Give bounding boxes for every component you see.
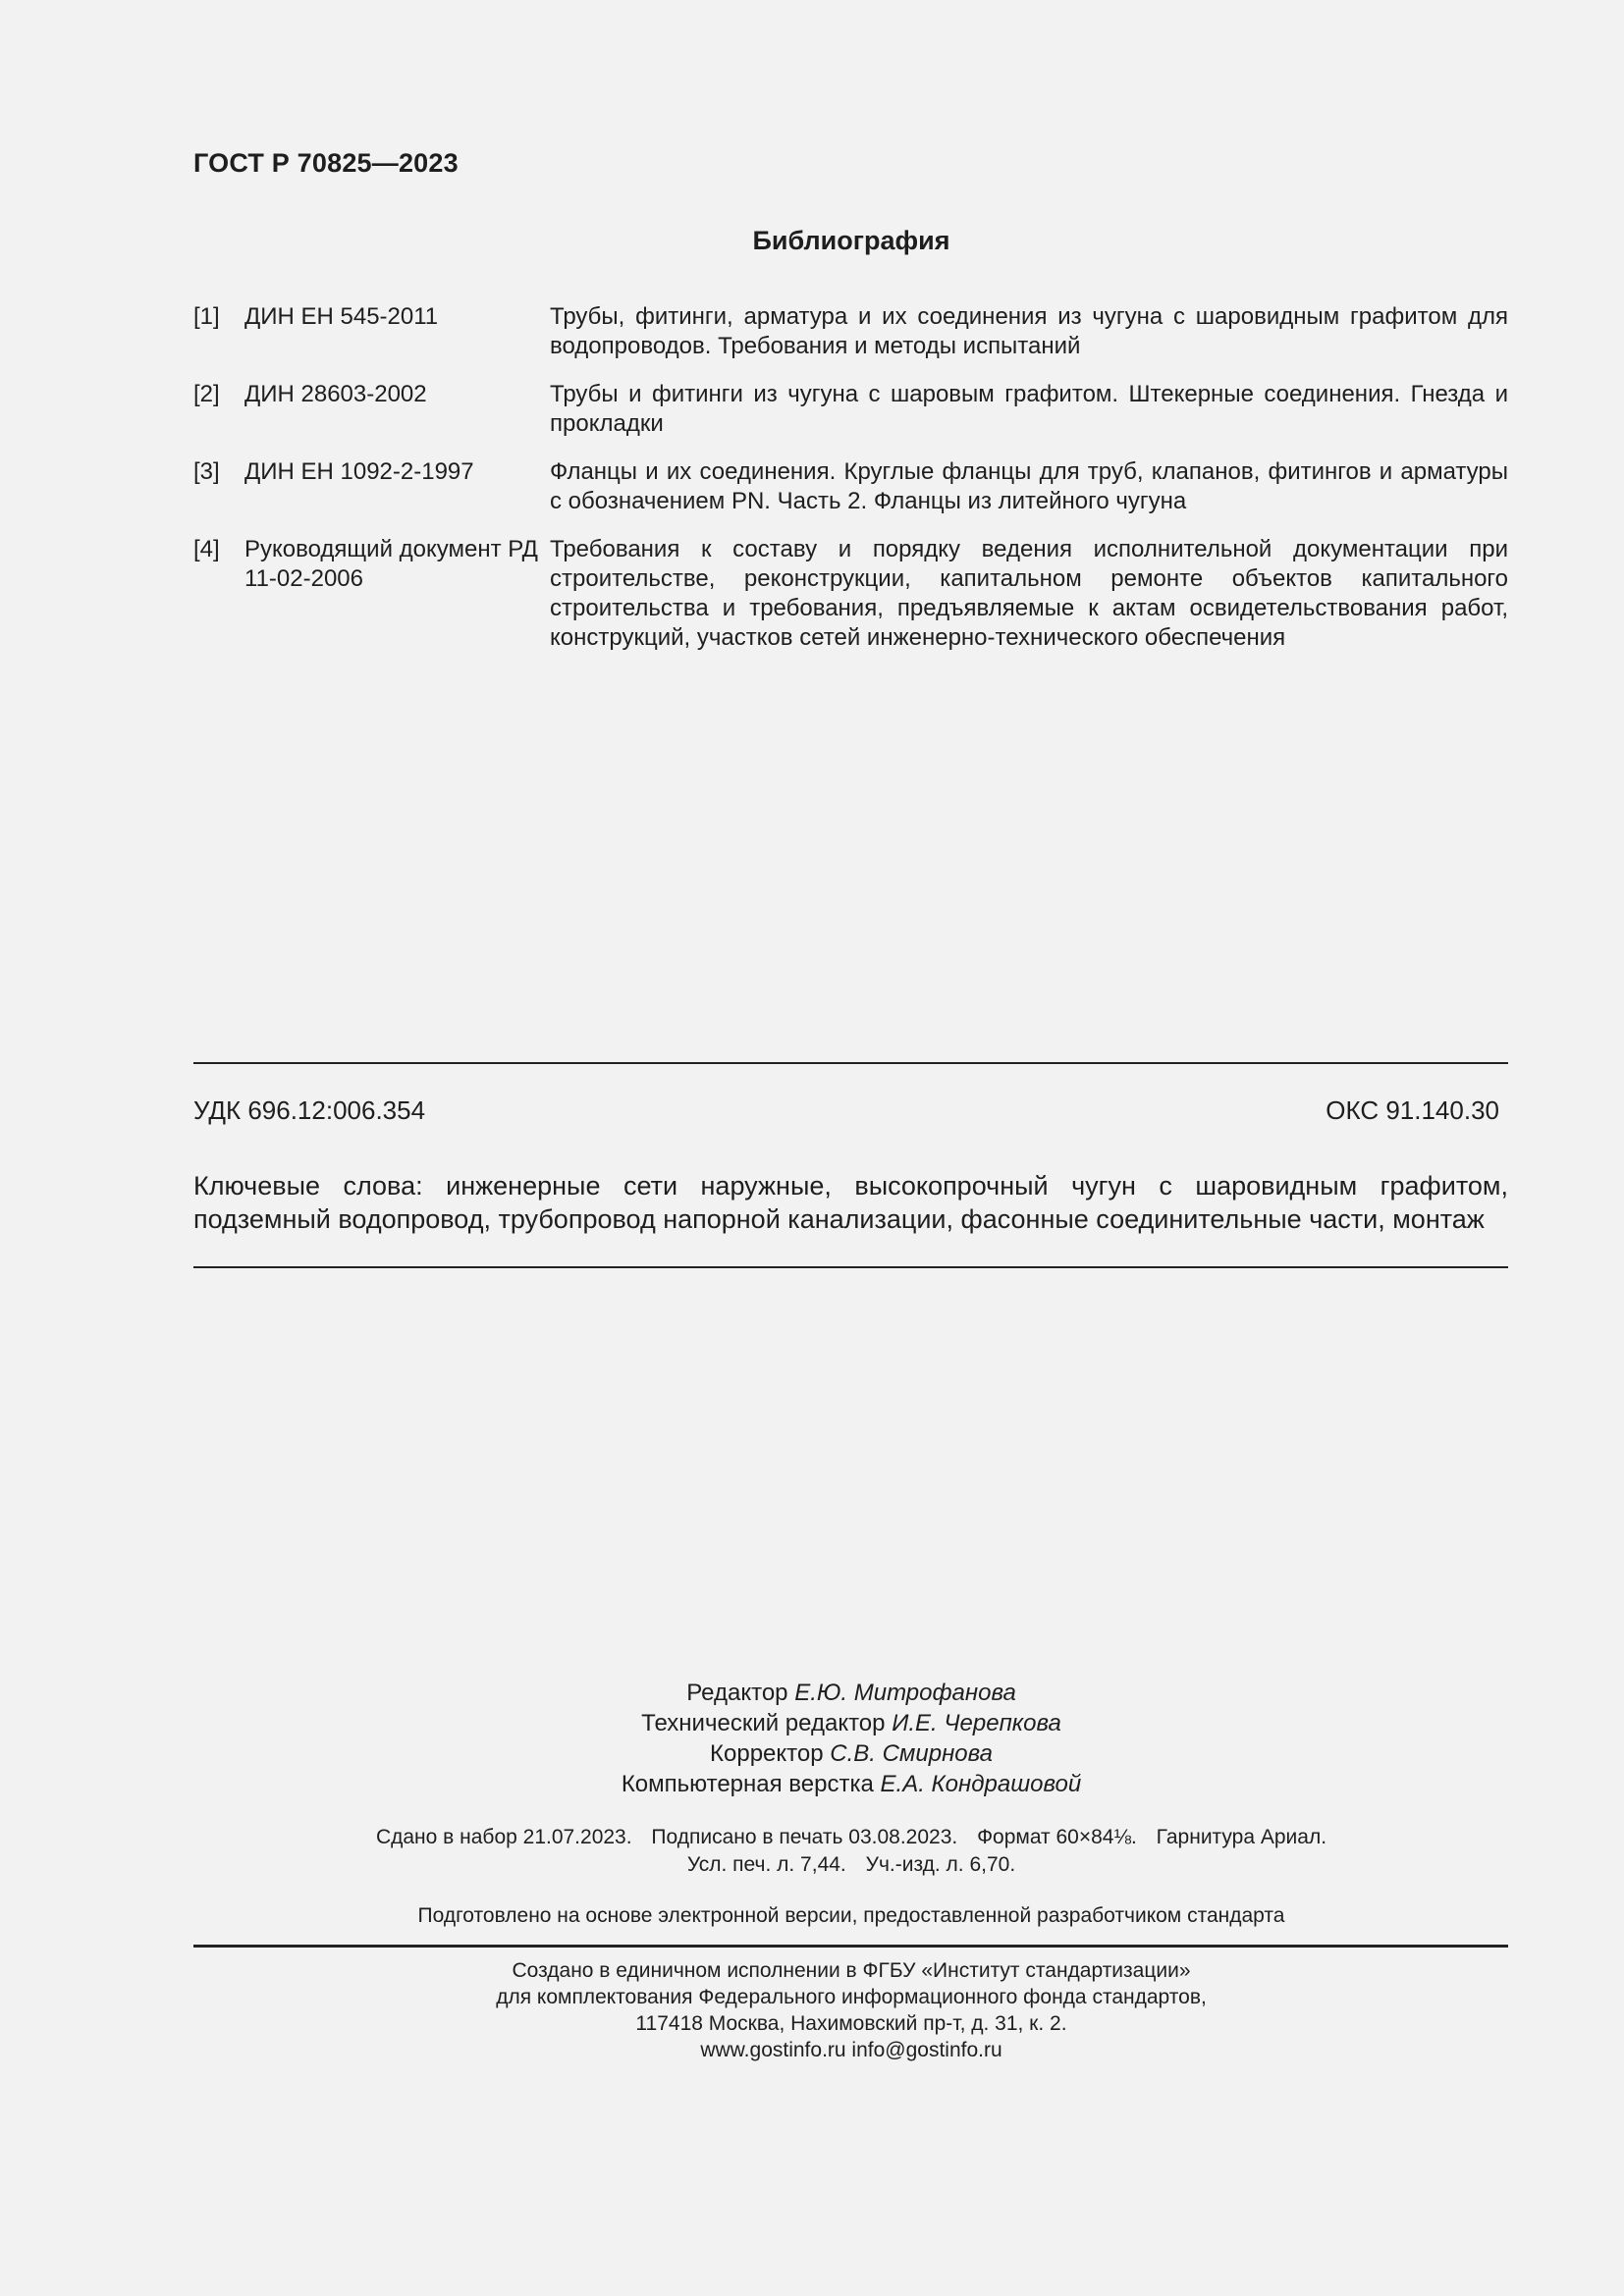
email-link[interactable]: info@gostinfo.ru: [851, 2039, 1002, 2061]
publisher-block: [0, 1957, 1624, 2063]
entry-number: [1]: [193, 303, 220, 330]
print-info: [0, 1824, 1624, 1879]
credit-name: И.Е. Черепкова: [892, 1710, 1061, 1736]
keywords: Ключевые слова: инженерные сети наружные, высокопрочный чугун с шаровидным графитом, подземный водопровод, трубопровод напорной канализации, фасонные соединительные части, монтаж: [193, 1171, 1508, 1234]
credit-line: [0, 1769, 1624, 1799]
print-info-line: [0, 1851, 1624, 1879]
entry-reference: Руководящий документ РД 11-02-2006: [244, 536, 538, 592]
credit-line: [0, 1678, 1624, 1708]
entry-description: Требования к составу и порядку ведения исполнительной документации при строительстве, реконструкции, капитальном ремонте объектов капитального строительства и требования, предъявляемые к актам освидетельствования работ, конструкций, участков сетей инженерно-технического обеспечения: [550, 536, 1508, 651]
publishing-sheets: Уч.-изд. л. 6,70.: [865, 1853, 1016, 1876]
print-info-line: [0, 1824, 1624, 1851]
credit-role: Редактор: [686, 1680, 788, 1706]
divider-top: [193, 1062, 1508, 1064]
signed-date: Подписано в печать 03.08.2023.: [651, 1826, 958, 1848]
website-link[interactable]: www.gostinfo.ru: [700, 2039, 846, 2061]
publisher-address: 117418 Москва, Нахимовский пр-т, д. 31, к. 2.: [635, 2012, 1067, 2035]
credit-role: Технический редактор: [641, 1710, 886, 1736]
typeface: Гарнитура Ариал.: [1156, 1826, 1327, 1848]
credit-line: [0, 1708, 1624, 1738]
entry-description: Трубы, фитинги, арматура и их соединения из чугуна с шаровидным графитом для водопроводов. Требования и методы испытаний: [550, 303, 1508, 359]
entry-number: [2]: [193, 381, 220, 407]
paper-format: Формат 60×84⅛.: [977, 1826, 1137, 1848]
credit-line: [0, 1738, 1624, 1769]
credits-block: [0, 1678, 1624, 1799]
entry-reference: ДИН 28603-2002: [244, 381, 427, 407]
prepared-note: Подготовлено на основе электронной версии, предоставленной разработчиком стандарта: [417, 1904, 1285, 1927]
entry-number: [3]: [193, 458, 220, 485]
entry-reference: ДИН ЕН 1092-2-1997: [244, 458, 474, 485]
publisher-line: для комплектования Федерального информационного фонда стандартов,: [496, 1986, 1207, 2008]
credit-role: Компьютерная верстка: [621, 1771, 874, 1797]
credit-role: Корректор: [710, 1740, 824, 1767]
credit-name: Е.А. Кондрашовой: [880, 1771, 1082, 1797]
bibliography-entry: [193, 535, 1508, 653]
bibliography-title: Библиография: [752, 226, 950, 255]
divider-bottom: [193, 1945, 1508, 1948]
bibliography-entry: [193, 380, 1508, 439]
divider-middle: [193, 1266, 1508, 1268]
publisher-line: Создано в единичном исполнении в ФГБУ «Институт стандартизации»: [512, 1959, 1191, 1982]
printed-sheets: Усл. печ. л. 7,44.: [686, 1853, 846, 1876]
entry-reference: ДИН ЕН 545-2011: [244, 303, 439, 330]
submitted-date: Сдано в набор 21.07.2023.: [375, 1826, 632, 1848]
credit-name: Е.Ю. Митрофанова: [794, 1680, 1016, 1706]
bibliography-list: [193, 302, 1508, 671]
oks-code: ОКС 91.140.30: [1326, 1095, 1499, 1125]
udk-code: УДК 696.12:006.354: [193, 1095, 426, 1125]
credit-name: С.В. Смирнова: [830, 1740, 993, 1767]
entry-description: Трубы и фитинги из чугуна с шаровым графитом. Штекерные соединения. Гнезда и прокладки: [550, 381, 1508, 437]
entry-number: [4]: [193, 536, 220, 562]
entry-description: Фланцы и их соединения. Круглые фланцы для труб, клапанов, фитингов и арматуры с обозначением PN. Часть 2. Фланцы из литейного чугуна: [550, 458, 1508, 514]
bibliography-entry: [193, 457, 1508, 516]
publisher-contacts: [0, 2037, 1624, 2063]
bibliography-entry: [193, 302, 1508, 361]
gost-code: ГОСТ Р 70825—2023: [193, 148, 459, 178]
